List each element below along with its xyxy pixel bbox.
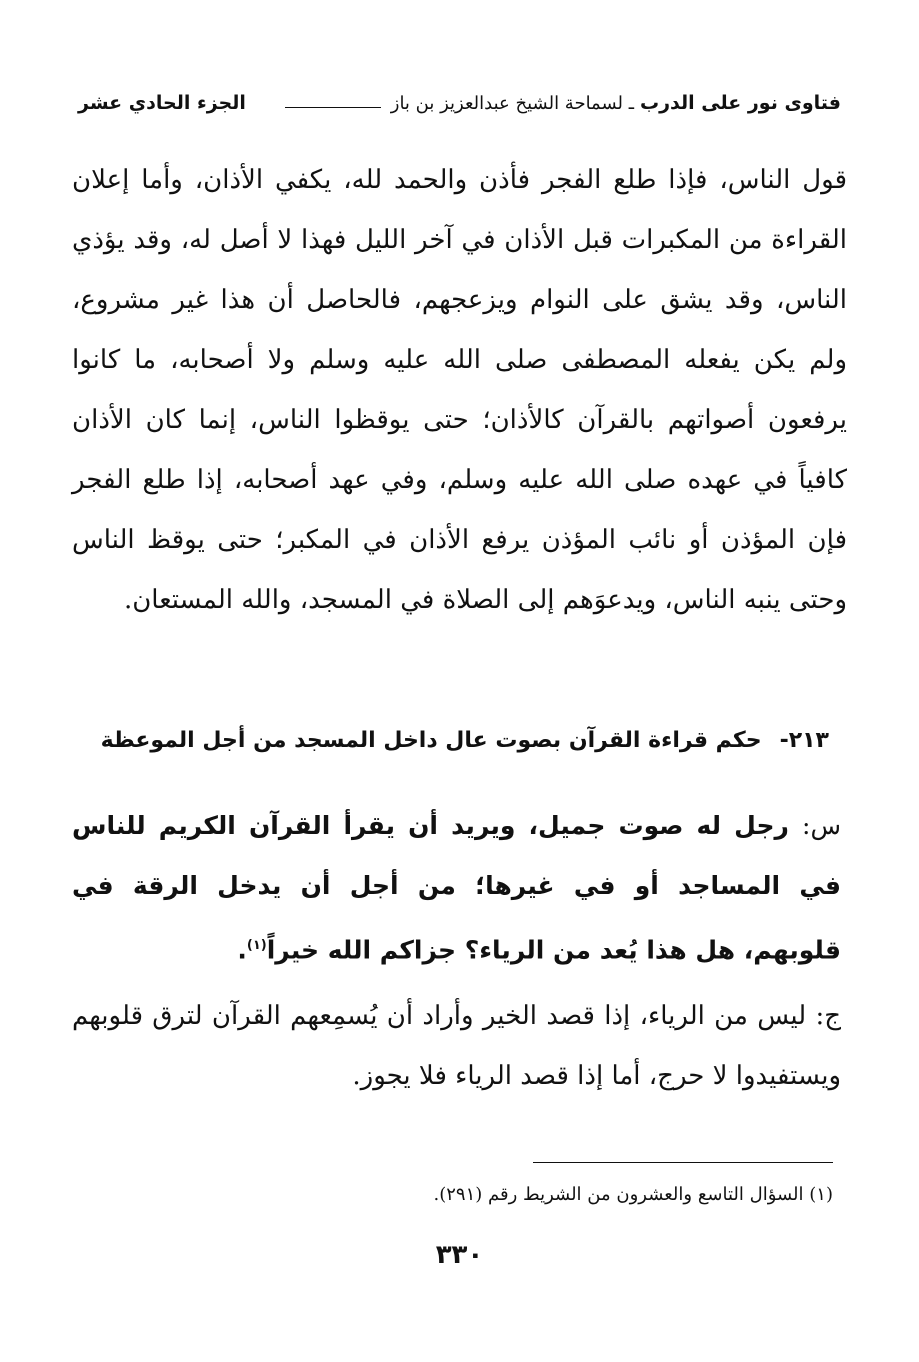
running-header xyxy=(78,86,841,120)
footnote-reference[interactable]: (١) xyxy=(246,938,267,953)
section-heading xyxy=(100,728,829,753)
question-label: س: xyxy=(802,811,841,840)
footnote: (١) السؤال التاسع والعشرون من الشريط رقم (٢٩١). xyxy=(433,1184,833,1205)
answer-label: ج: xyxy=(815,1001,841,1031)
answer-text: ليس من الرياء، إذا قصد الخير وأراد أن يُسمِعهم القرآن لترق قلوبهم ويستفيدوا لا حرج، أما إذا قصد الرياء فلا يجوز. xyxy=(72,1001,841,1091)
section-title: حكم قراءة القرآن بصوت عال داخل المسجد من أجل الموعظة xyxy=(100,728,762,753)
body-paragraph: قول الناس، فإذا طلع الفجر فأذن والحمد لله، يكفي الأذان، وأما إعلان القراءة من المكبرات قبل الأذان في آخر الليل فهذا لا أصل له، وقد يؤذي الناس، وقد يشق على النوام ويزعجهم، فالحاصل أن هذا غير مشروع، ولم يكن يفعله المصطفى صلى الله عليه وسلم ولا أصحابه، ما كانوا يرفعون أصواتهم بالقرآن كالأذان؛ حتى يوقظوا الناس، إنما كان الأذان كافياً في عهده صلى الله عليه وسلم، وفي عهد أصحابه، إذا طلع الفجر فإن المؤذن أو نائب المؤذن يرفع الأذان في المكبر؛ حتى يوقظ الناس وحتى ينبه الناس، ويدعوَهم إلى الصلاة في المسجد، والله المستعان. xyxy=(72,165,847,615)
footnote-divider xyxy=(533,1162,833,1163)
header-rule xyxy=(285,107,381,108)
page-number: ٣٣٠ xyxy=(435,1240,484,1270)
question-block: س: رجل له صوت جميل، ويريد أن يقرأ القرآن الكريم للناس في المساجد أو في غيرها؛ من أجل أن يدخل الرقة في قلوبهم، هل هذا يُعد من الرياء؟ جزاكم الله خيراً$^{(١)}$. xyxy=(72,811,841,965)
question-text: رجل له صوت جميل، ويريد أن يقرأ القرآن الكريم للناس في المساجد أو في غيرها؛ من أجل أن يدخل الرقة في قلوبهم، هل هذا يُعد من الرياء؟ جزاكم الله خيراً xyxy=(72,811,841,965)
header-title-group xyxy=(281,92,841,114)
author-name: ـ لسماحة الشيخ عبدالعزيز بن باز xyxy=(390,92,634,114)
series-title: فتاوى نور على الدرب xyxy=(640,92,841,114)
section-number: ٢١٣- xyxy=(779,728,829,753)
volume-label: الجزء الحادي عشر xyxy=(78,92,246,114)
answer-block xyxy=(72,986,841,1106)
